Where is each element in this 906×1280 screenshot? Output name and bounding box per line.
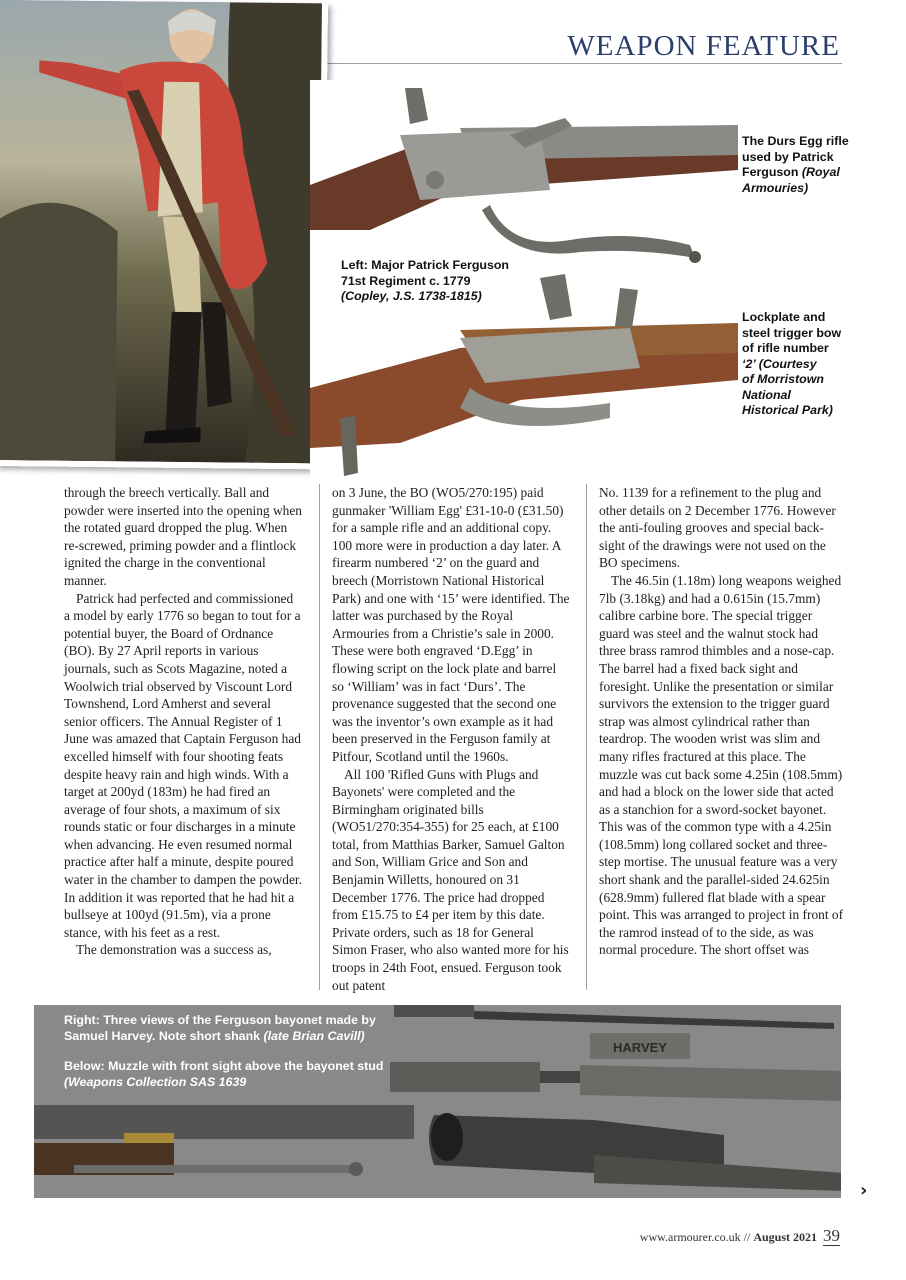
rifle-top-image	[310, 80, 738, 270]
rifle-top-caption-credit: Armouries)	[742, 180, 809, 195]
body-column-2	[332, 484, 570, 994]
lockplate-caption-line: of Morristown	[742, 372, 824, 386]
harvey-stamp: HARVEY	[613, 1040, 667, 1055]
lockplate-caption-line: ‘2’ (Courtesy	[742, 356, 817, 371]
rifle-top-caption	[742, 134, 852, 196]
lockplate-caption	[742, 310, 862, 419]
portrait-caption-line	[341, 258, 521, 274]
body-column-3	[599, 484, 845, 959]
bayonet-right-caption-label: Right:	[64, 1013, 100, 1027]
paragraph: The demonstration was a success as,	[76, 942, 272, 958]
rifle-top-caption-line: used by Patrick	[742, 149, 834, 164]
portrait-caption-line: 71st Regiment c. 1779	[341, 273, 471, 288]
rifle-top-caption-credit: (Royal	[801, 165, 840, 179]
lockplate-caption-line: steel trigger bow	[742, 325, 842, 340]
bayonet-below-caption-text: Muzzle with front sight above the bayonet stud	[104, 1059, 384, 1073]
section-title: WEAPON FEATURE	[567, 30, 840, 62]
footer-url[interactable]: www.armourer.co.uk	[639, 1230, 741, 1244]
paragraph: through the breech vertically. Ball and powder were inserted into the opening when the rotated guard dropped the plug. When re-screwed, priming powder and a flintlock ignited the charge in the conventional manner.	[64, 485, 302, 588]
page-footer	[640, 1226, 840, 1246]
rifle-top-caption-line: The Durs Egg rifle	[742, 134, 849, 148]
bayonet-below-caption-label: Below:	[64, 1059, 105, 1073]
portrait-caption-label: Left:	[341, 258, 368, 272]
rifle-top-caption-text: Ferguson	[742, 165, 799, 179]
portrait-caption	[341, 258, 521, 305]
bayonet-below-caption	[64, 1058, 394, 1090]
footer-separator: //	[740, 1230, 754, 1244]
portrait-caption-credit: (Copley, J.S. 1738-1815)	[341, 289, 482, 303]
paragraph: No. 1139 for a refinement to the plug and other details on 2 December 1776. However the anti-fouling grooves and special back-sight of the drawings were not used on the BO specimens.	[599, 485, 836, 571]
column-divider	[586, 484, 587, 990]
bayonet-right-caption-credit: (late Brian Cavill)	[263, 1029, 365, 1043]
body-column-1	[64, 484, 302, 959]
lockplate-caption-line: Lockplate and	[742, 310, 826, 324]
next-page-arrow[interactable]: ›	[860, 1180, 868, 1201]
page-number: 39	[823, 1226, 840, 1245]
bayonet-right-caption	[64, 1012, 384, 1044]
portrait-illustration	[0, 0, 322, 463]
column-divider	[319, 484, 320, 990]
rifle-top-caption-line	[742, 165, 852, 181]
paragraph: All 100 'Rifled Guns with Plugs and Bayonets' were completed and the Birmingham originated bills (WO51/270:354-355) for 25 each, at £100 total, from Matthias Barker, Samuel Galton and Son, William Grice and Son and Benjamin Willetts, honoured on 31 December 1776. The price had dropped from £15.75 to £4 per item by this date. Private orders, such as 18 for General Simon Fraser, who also wanted more for his troops in 24th Foot, ensued. Ferguson took out patent	[332, 766, 569, 993]
portrait-image	[0, 0, 328, 469]
lockplate-caption-line: of rifle number	[742, 341, 829, 355]
rifle-top-illustration	[310, 80, 738, 270]
footer-issue: August 2021	[753, 1230, 817, 1244]
lockplate-caption-line: National	[742, 387, 791, 402]
paragraph: The 46.5in (1.18m) long weapons weighed 7lb (3.18kg) and had a 0.615in (15.7mm) calibre carbine bore. The special trigger guard was steel and the walnut stock had three brass ramrod thimbles and a nose-cap. The barrel had a fixed back sight and foresight. Unlike the presentation or similar survivors the extension to the trigger guard strap was almost cylindrical rather than teardrop. The wooden wrist was slim and many rifles fractured at this place. The muzzle was cut back some 4.25in (108.5mm) and had a block on the lower side that acted as a stanchion for a sword-socket bayonet. This was of the common type with a 4.25in (108.5mm) long collared socket and three-step mortise. The unusual feature was a very short shank and the parallel-sided 24.625in (628.9mm) fullered flat blade with a spear point. This was arranged to project in front of the ramrod instead of to the side, as was normal procedure. The short offset was	[599, 572, 844, 958]
paragraph: Patrick had perfected and commissioned a model by early 1776 so began to tout for a potential buyer, the Board of Ordnance (BO). By 27 April reports in various journals, such as Scots Magazine, noted a Woolwich trial observed by Viscount Lord Townshend, Lord Amherst and several senior officers. The Annual Register of 1 June was amazed that Captain Ferguson had excelled himself with four shooting feats despite heavy rain and high winds. With a target at 200yd (183m) he had fired an average of four shots, a maximum of six rounds static or four discharges in a minute when advancing. He even resumed normal practice after half a minute, despite poured water in the chamber to dampen the powder. In addition it was reported that he had hit a bullseye at 100yd (91.5m), via a prone stance, with his feet as a rest.	[64, 590, 302, 940]
header-rule	[320, 63, 842, 64]
bayonet-right-caption-text: Three views of the Ferguson bayonet made by Samuel Harvey. Note short shank	[64, 1013, 376, 1043]
portrait-caption-text: Major Patrick Ferguson	[367, 258, 509, 272]
bayonet-below-caption-credit: (Weapons Collection SAS 1639	[64, 1075, 247, 1089]
paragraph: on 3 June, the BO (WO5/270:195) paid gunmaker 'William Egg' £31-10-0 (£31.50) for a sample rifle and an additional copy. 100 more were in production a day later. A firearm numbered ‘2’ on the guard and breech (Morristown National Historical Park) and one with ‘15’ were identified. The latter was purchased by the Royal Armouries from a Christie’s sale in 2000. These were both engraved ‘D.Egg’ in flowing script on the lock plate and barrel so ‘William’ was in fact ‘Durs’. The provenance suggested that the second one was the inventor’s own example as it had been preserved in the Ferguson family at Pitfour, Scotland until the 1960s.	[332, 485, 570, 764]
lockplate-caption-line: Historical Park)	[742, 403, 833, 417]
